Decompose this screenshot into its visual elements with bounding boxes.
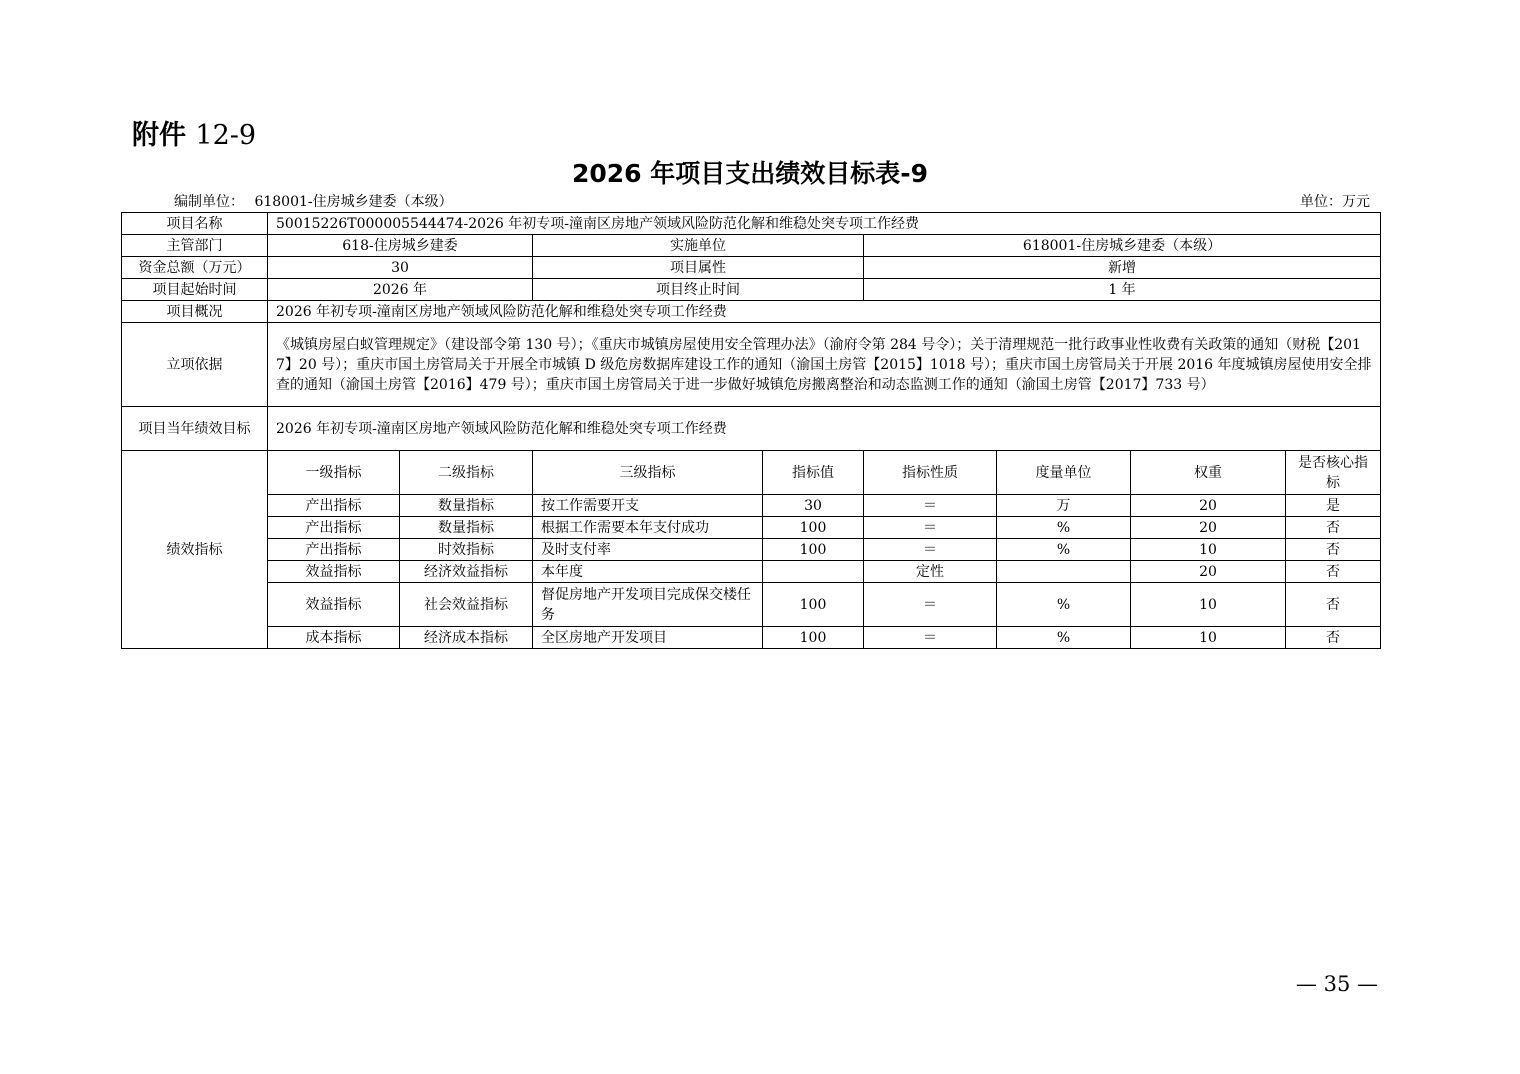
indicator-weight: 20: [1131, 561, 1286, 583]
row-basis: [122, 323, 1381, 407]
indicators-label: 绩效指标: [122, 451, 268, 649]
indicator-l2: 时效指标: [400, 539, 533, 561]
indicator-l3: 根据工作需要本年支付成功: [533, 517, 763, 539]
indicator-core: 否: [1286, 539, 1381, 561]
end-label: 项目终止时间: [533, 279, 864, 301]
indicator-weight: 10: [1131, 627, 1286, 649]
indicator-l3: 本年度: [533, 561, 763, 583]
prepared-by-label: 编制单位：: [174, 194, 244, 210]
indicator-value: [763, 561, 864, 583]
indicator-l2: 经济成本指标: [400, 627, 533, 649]
indicator-nature: ＝: [864, 495, 997, 517]
indicator-value: 100: [763, 627, 864, 649]
indicator-l2: 数量指标: [400, 495, 533, 517]
header-l2: 二级指标: [400, 451, 533, 495]
dept-value: 618-住房城乡建委: [268, 235, 533, 257]
prepared-by-value: 618001-住房城乡建委（本级）: [254, 194, 453, 210]
row-fund: [122, 257, 1381, 279]
indicator-unit: [997, 561, 1131, 583]
header-unit: 度量单位: [997, 451, 1131, 495]
project-name-value: 50015226T000005544474-2026 年初专项-潼南区房地产领域风险防范化解和维稳处突专项工作经费: [268, 213, 1381, 235]
performance-table: [121, 212, 1381, 649]
indicator-value: 100: [763, 583, 864, 627]
indicator-l3: 按工作需要开支: [533, 495, 763, 517]
indicator-unit: %: [997, 583, 1131, 627]
basis-label: 立项依据: [122, 323, 268, 407]
row-department: [122, 235, 1381, 257]
attr-value: 新增: [864, 257, 1381, 279]
table-row: [122, 583, 1381, 627]
table-row: [122, 627, 1381, 649]
project-name-label: 项目名称: [122, 213, 268, 235]
indicator-core: 是: [1286, 495, 1381, 517]
indicator-core: 否: [1286, 561, 1381, 583]
attachment-number: 12-9: [195, 120, 257, 151]
table-row: [122, 495, 1381, 517]
indicator-weight: 10: [1131, 539, 1286, 561]
indicator-core: 否: [1286, 583, 1381, 627]
header-weight: 权重: [1131, 451, 1286, 495]
indicator-l1: 效益指标: [268, 561, 400, 583]
impl-value: 618001-住房城乡建委（本级）: [864, 235, 1381, 257]
indicator-nature: ＝: [864, 517, 997, 539]
row-goal: [122, 407, 1381, 451]
basis-value: 《城镇房屋白蚁管理规定》（建设部令第 130 号）；《重庆市城镇房屋使用安全管理办法》（渝府令第 284 号令）；关于清理规范一批行政事业性收费有关政策的通知（财税【2017】20 号）；重庆市国土房管局关于开展全市城镇 D 级危房数据库建设工作的通知（渝国土房管【2015】1018 号）；重庆市国土房管局关于开展 2016 年度城镇房屋使用安全排查的通知（渝国土房管【2016】479 号）；重庆市国土房管局关于进一步做好城镇危房搬离整治和动态监测工作的通知（渝国土房管【2017】733 号）: [268, 323, 1381, 407]
table-row: [122, 539, 1381, 561]
row-overview: [122, 301, 1381, 323]
indicator-l3: 督促房地产开发项目完成保交楼任务: [533, 583, 763, 627]
indicator-nature: 定性: [864, 561, 997, 583]
start-label: 项目起始时间: [122, 279, 268, 301]
dept-label: 主管部门: [122, 235, 268, 257]
indicator-value: 100: [763, 539, 864, 561]
indicator-unit: %: [997, 517, 1131, 539]
prepared-by: [174, 192, 453, 212]
indicator-l2: 数量指标: [400, 517, 533, 539]
indicator-l1: 产出指标: [268, 539, 400, 561]
row-time: [122, 279, 1381, 301]
indicator-l3: 全区房地产开发项目: [533, 627, 763, 649]
indicator-nature: ＝: [864, 539, 997, 561]
indicator-nature: ＝: [864, 583, 997, 627]
indicator-l1: 成本指标: [268, 627, 400, 649]
unit-note: 单位：万元: [1300, 194, 1370, 210]
indicator-value: 30: [763, 495, 864, 517]
start-value: 2026 年: [268, 279, 533, 301]
indicator-l3: 及时支付率: [533, 539, 763, 561]
table-row: [122, 561, 1381, 583]
indicator-l2: 经济效益指标: [400, 561, 533, 583]
indicator-weight: 20: [1131, 495, 1286, 517]
page-title: 2026 年项目支出绩效目标表-9: [571, 159, 929, 188]
indicator-unit: %: [997, 539, 1131, 561]
indicator-value: 100: [763, 517, 864, 539]
indicator-weight: 10: [1131, 583, 1286, 627]
indicator-l1: 产出指标: [268, 517, 400, 539]
overview-label: 项目概况: [122, 301, 268, 323]
attachment-label: [132, 118, 256, 154]
header-l1: 一级指标: [268, 451, 400, 495]
table-row: [122, 517, 1381, 539]
end-value: 1 年: [864, 279, 1381, 301]
header-core: 是否核心指标: [1286, 451, 1381, 495]
indicator-core: 否: [1286, 627, 1381, 649]
indicator-unit: 万: [997, 495, 1131, 517]
indicator-core: 否: [1286, 517, 1381, 539]
impl-label: 实施单位: [533, 235, 864, 257]
indicator-unit: %: [997, 627, 1131, 649]
attachment-text: 附件: [132, 120, 186, 151]
attr-label: 项目属性: [533, 257, 864, 279]
indicator-header-row: [122, 451, 1381, 495]
goal-label: 项目当年绩效目标: [122, 407, 268, 451]
indicator-l1: 效益指标: [268, 583, 400, 627]
overview-value: 2026 年初专项-潼南区房地产领域风险防范化解和维稳处突专项工作经费: [268, 301, 1381, 323]
fund-label: 资金总额（万元）: [122, 257, 268, 279]
fund-value: 30: [268, 257, 533, 279]
page-number: — 35 —: [1295, 972, 1378, 996]
indicator-nature: ＝: [864, 627, 997, 649]
goal-value: 2026 年初专项-潼南区房地产领域风险防范化解和维稳处突专项工作经费: [268, 407, 1381, 451]
row-project-name: [122, 213, 1381, 235]
indicator-weight: 20: [1131, 517, 1286, 539]
header-value: 指标值: [763, 451, 864, 495]
indicator-l1: 产出指标: [268, 495, 400, 517]
header-nature: 指标性质: [864, 451, 997, 495]
indicator-l2: 社会效益指标: [400, 583, 533, 627]
header-l3: 三级指标: [533, 451, 763, 495]
